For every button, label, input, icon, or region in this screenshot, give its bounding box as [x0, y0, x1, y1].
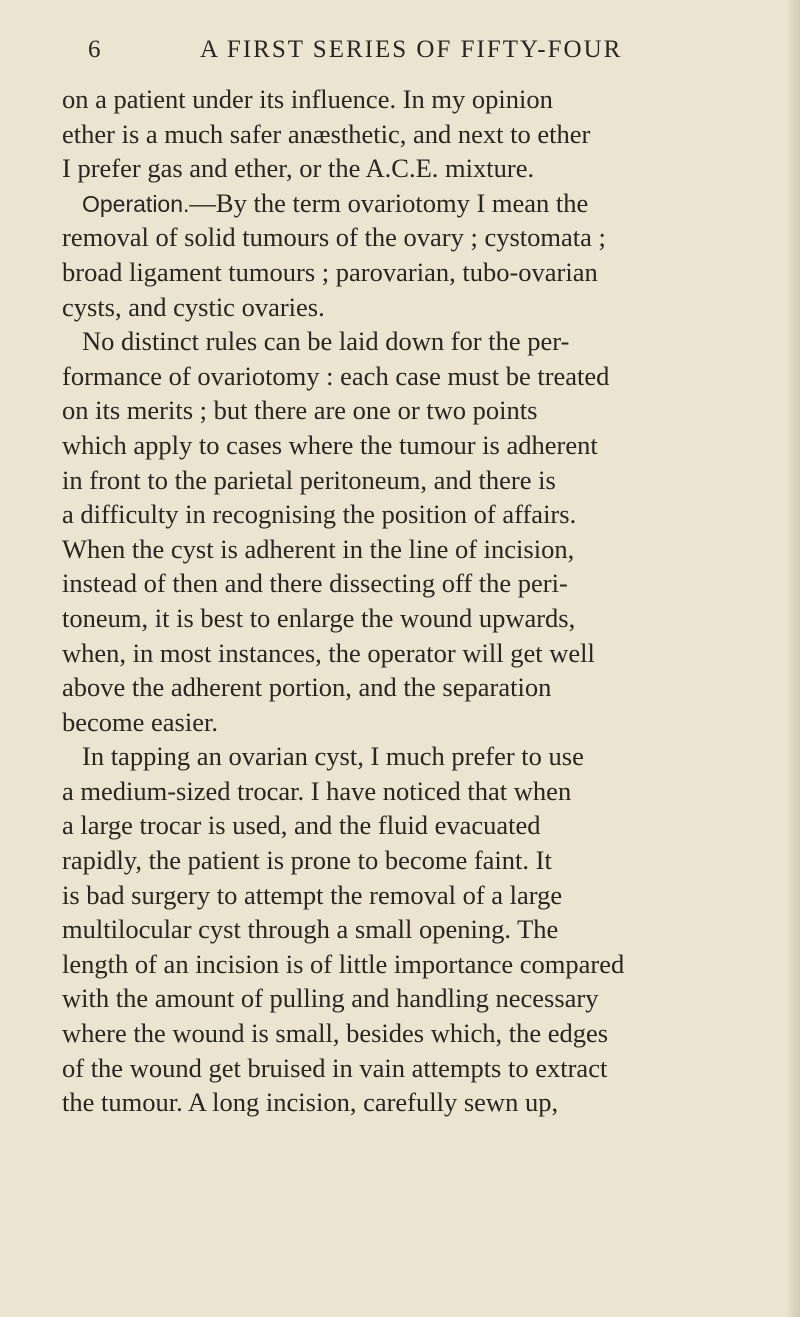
text-line: removal of solid tumours of the ovary ; cystomata ; — [62, 222, 606, 253]
text-line: length of an incision is of little importance compared — [62, 948, 625, 979]
text-line: instead of then and there dissecting off the peri- — [62, 568, 568, 599]
text-line: with the amount of pulling and handling necessary — [62, 983, 599, 1014]
text-line: In tapping an ovarian cyst, I much prefer to use — [82, 741, 584, 772]
page-edge-shadow — [786, 0, 800, 1317]
text-line: a medium-sized trocar. I have noticed that when — [62, 775, 572, 806]
text-line: broad ligament tumours ; parovarian, tubo-ovarian — [62, 256, 598, 287]
text-line: is bad surgery to attempt the removal of a large — [62, 879, 563, 910]
text-line: formance of ovariotomy : each case must be treated — [62, 360, 610, 391]
text-line: of the wound get bruised in vain attempts to extract — [62, 1052, 608, 1083]
text-line: when, in most instances, the operator will get well — [62, 637, 595, 668]
text-line: which apply to cases where the tumour is adherent — [62, 429, 598, 460]
text-line: —By the term ovariotomy I mean the — [189, 187, 589, 218]
text-line: multilocular cyst through a small opening. The — [62, 914, 559, 945]
text-line: rapidly, the patient is prone to become faint. It — [62, 845, 552, 876]
text-line-with-heading — [62, 186, 788, 221]
runin-heading: Operation. — [82, 190, 190, 217]
text-line: toneum, it is best to enlarge the wound upwards, — [62, 602, 576, 633]
page-number: 6 — [88, 36, 101, 63]
text-line: cysts, and cystic ovaries. — [62, 291, 325, 322]
text-line: above the adherent portion, and the separation — [62, 672, 552, 703]
running-head: A FIRST SERIES OF FIFTY-FOUR — [200, 36, 623, 63]
text-line: where the wound is small, besides which, the edges — [62, 1018, 609, 1049]
page-header — [0, 36, 800, 76]
text-line: ether is a much safer anæsthetic, and next to ether — [62, 118, 591, 149]
text-line: I prefer gas and ether, or the A.C.E. mixture. — [62, 153, 535, 184]
text-line: a large trocar is used, and the fluid evacuated — [62, 810, 541, 841]
body-text — [62, 82, 788, 1120]
text-line: the tumour. A long incision, carefully sewn up, — [62, 1087, 559, 1118]
text-line: on its merits ; but there are one or two points — [62, 395, 538, 426]
text-line: a difficulty in recognising the position of affairs. — [62, 499, 577, 530]
text-line: become easier. — [62, 706, 218, 737]
text-line: When the cyst is adherent in the line of incision, — [62, 533, 575, 564]
text-line: in front to the parietal peritoneum, and there is — [62, 464, 556, 495]
text-line: on a patient under its influence. In my opinion — [62, 84, 553, 114]
text-line: No distinct rules can be laid down for the per- — [82, 326, 570, 357]
